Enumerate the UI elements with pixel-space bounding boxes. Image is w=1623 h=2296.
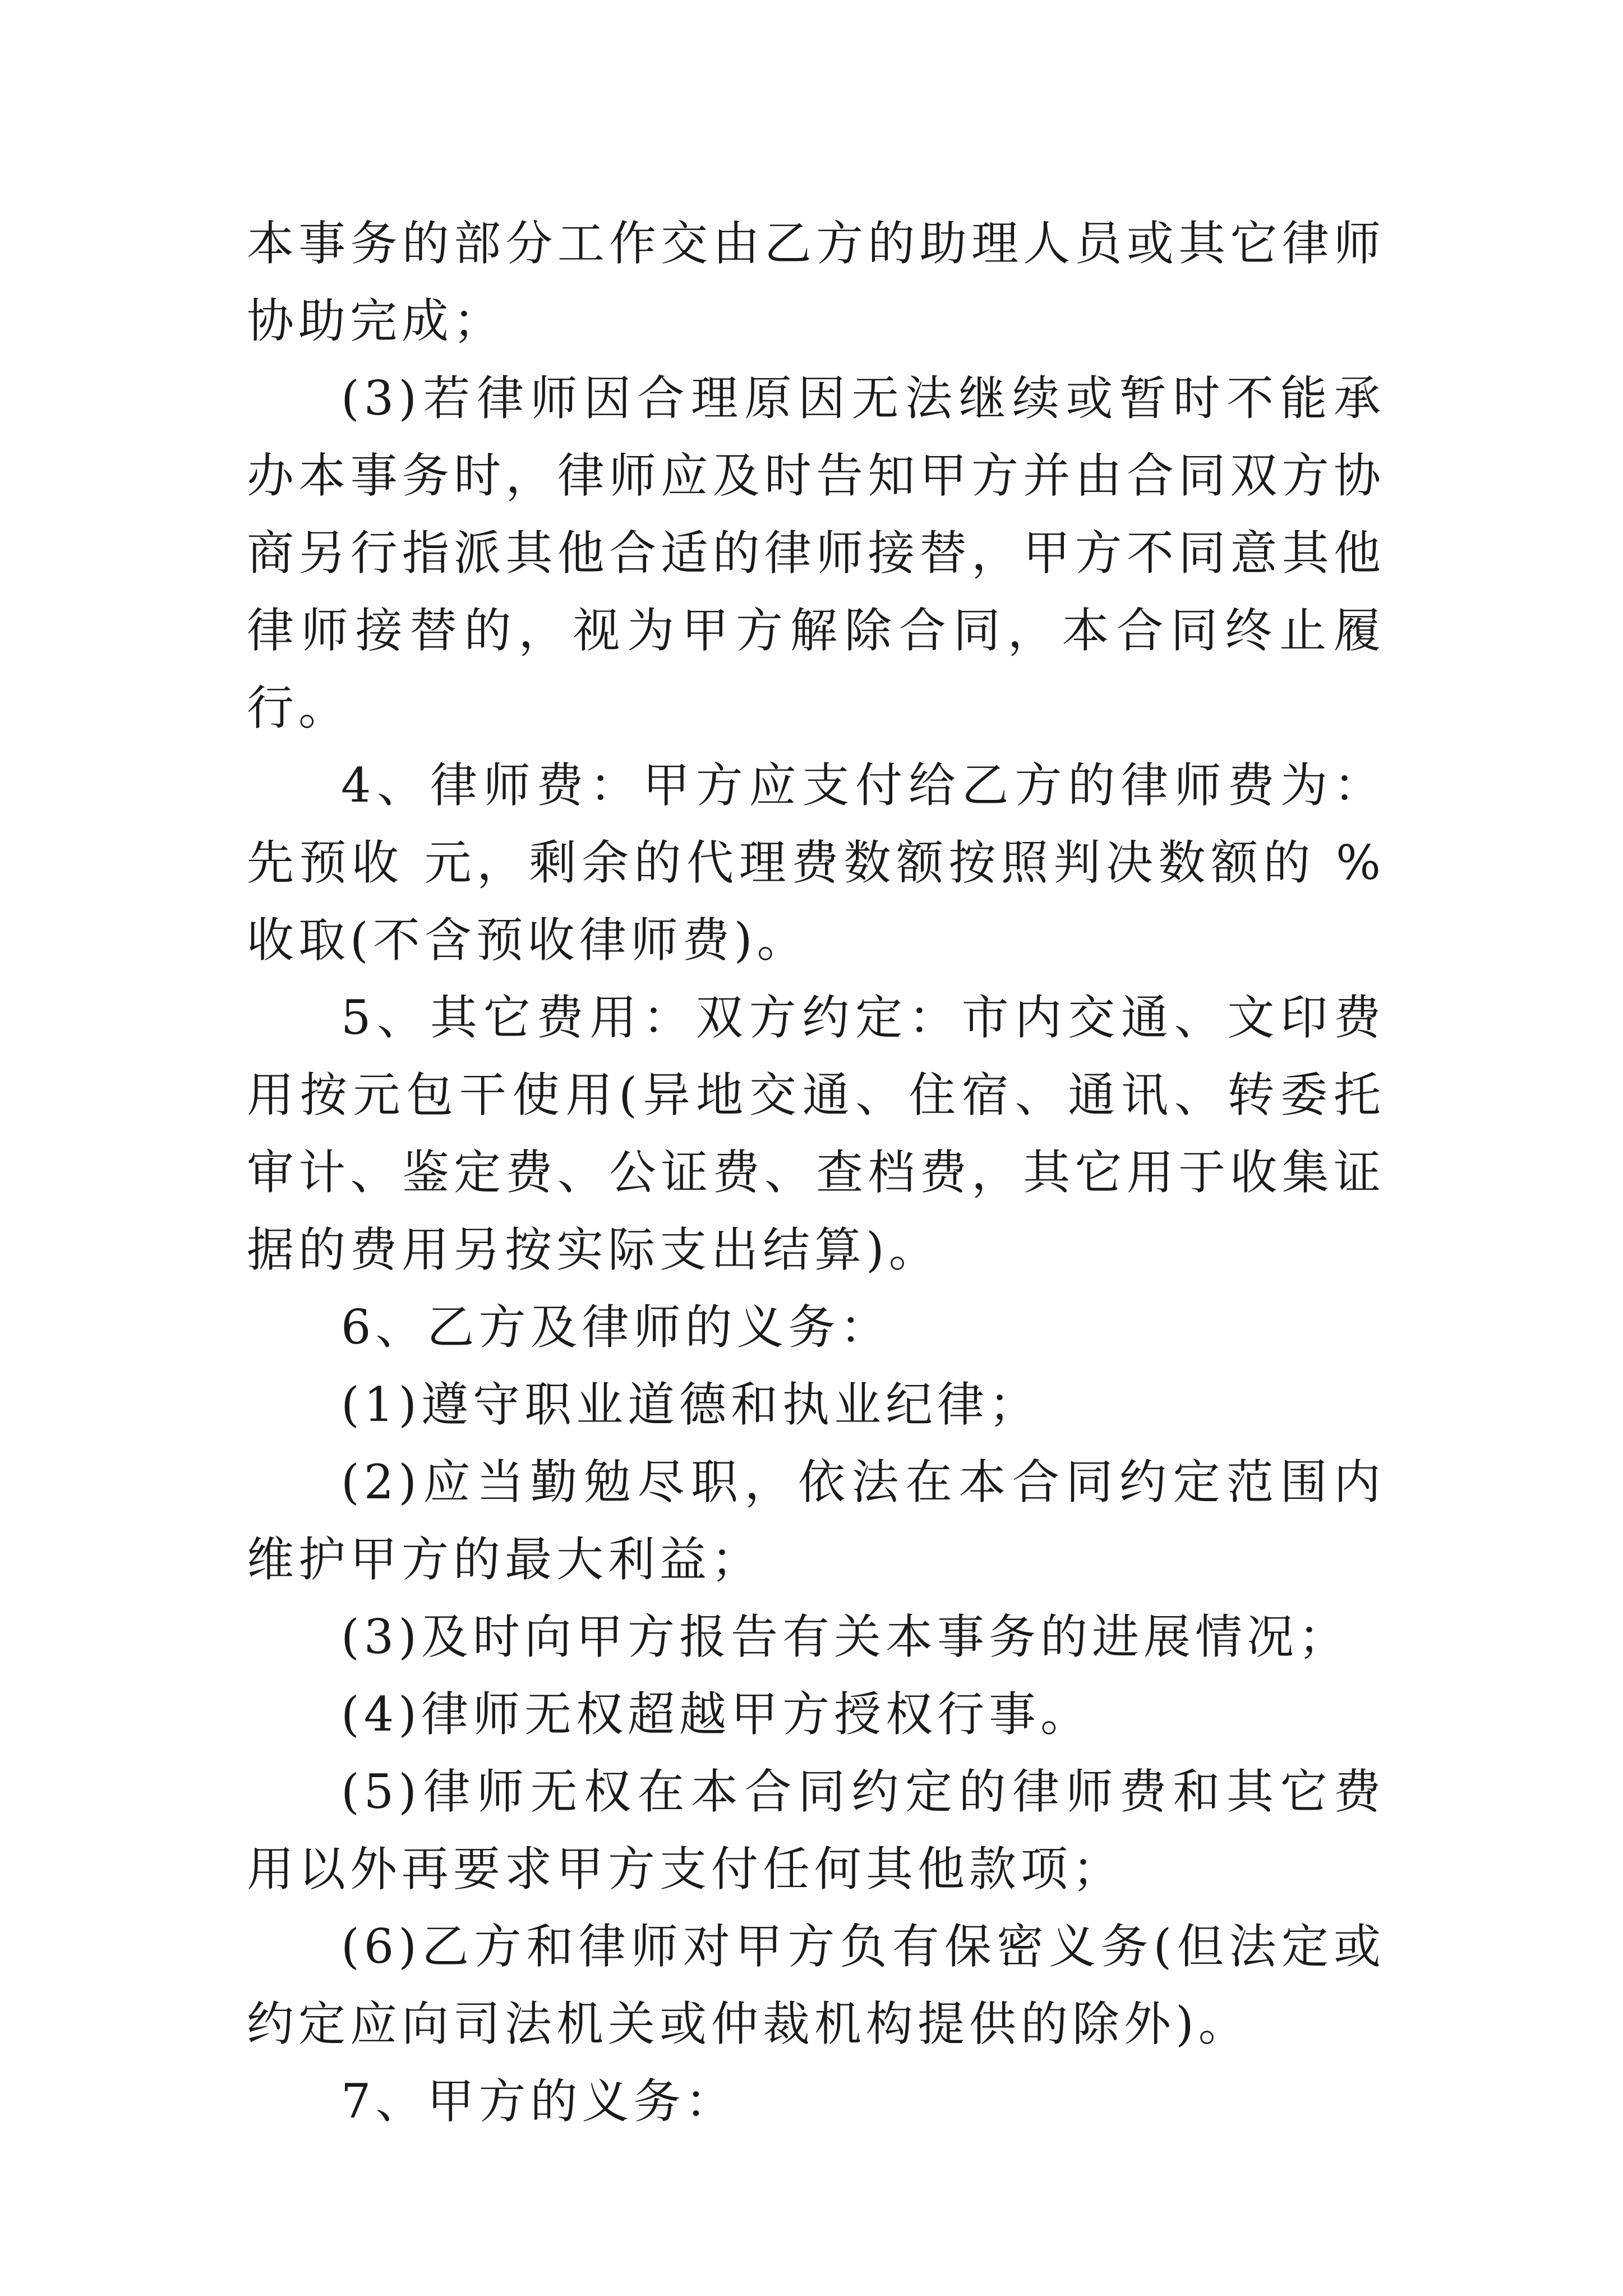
paragraph-clause-3-substitution: (3)若律师因合理原因无法继续或暂时不能承办本事务时，律师应及时告知甲方并由合同双方协商另行指派其他合适的律师接替，甲方不同意其他律师接替的，视为甲方解除合同，本合同终止履行。	[247, 371, 1385, 735]
document-body	[247, 205, 1385, 2140]
paragraph-clause-4-lawyer-fee: 4、律师费：甲方应支付给乙方的律师费为：先预收 元，剩余的代理费数额按照判决数额的 %收取(不含预收律师费)。	[247, 758, 1385, 968]
paragraph-clause-6-item-5: (5)律师无权在本合同约定的律师费和其它费用以外再要求甲方支付任何其他款项；	[247, 1764, 1385, 1897]
paragraph-clause-6-item-4: (4)律师无权超越甲方授权行事。	[341, 1687, 1092, 1742]
paragraph-continuation: 本事务的部分工作交由乙方的助理人员或其它律师协助完成；	[247, 216, 1385, 348]
paragraph-clause-5-other-fees: 5、其它费用：双方约定：市内交通、文印费用按元包干使用(异地交通、住宿、通讯、转委托审计、鉴定费、公证费、查档费，其它用于收集证据的费用另按实际支出结算)。	[247, 990, 1385, 1277]
paragraph-clause-6-item-6: (6)乙方和律师对甲方负有保密义务(但法定或约定应向司法机关或仲裁机构提供的除外)。	[247, 1919, 1385, 2051]
paragraph-clause-7-heading: 7、甲方的义务：	[341, 2074, 737, 2129]
paragraph-clause-6-heading: 6、乙方及律师的义务：	[341, 1300, 892, 1355]
paragraph-clause-6-item-2: (2)应当勤勉尽职，依法在本合同约定范围内维护甲方的最大利益；	[247, 1455, 1385, 1587]
paragraph-clause-6-item-3: (3)及时向甲方报告有关本事务的进展情况；	[341, 1609, 1350, 1664]
paragraph-clause-6-item-1: (1)遵守职业道德和执业纪律；	[341, 1377, 1040, 1432]
